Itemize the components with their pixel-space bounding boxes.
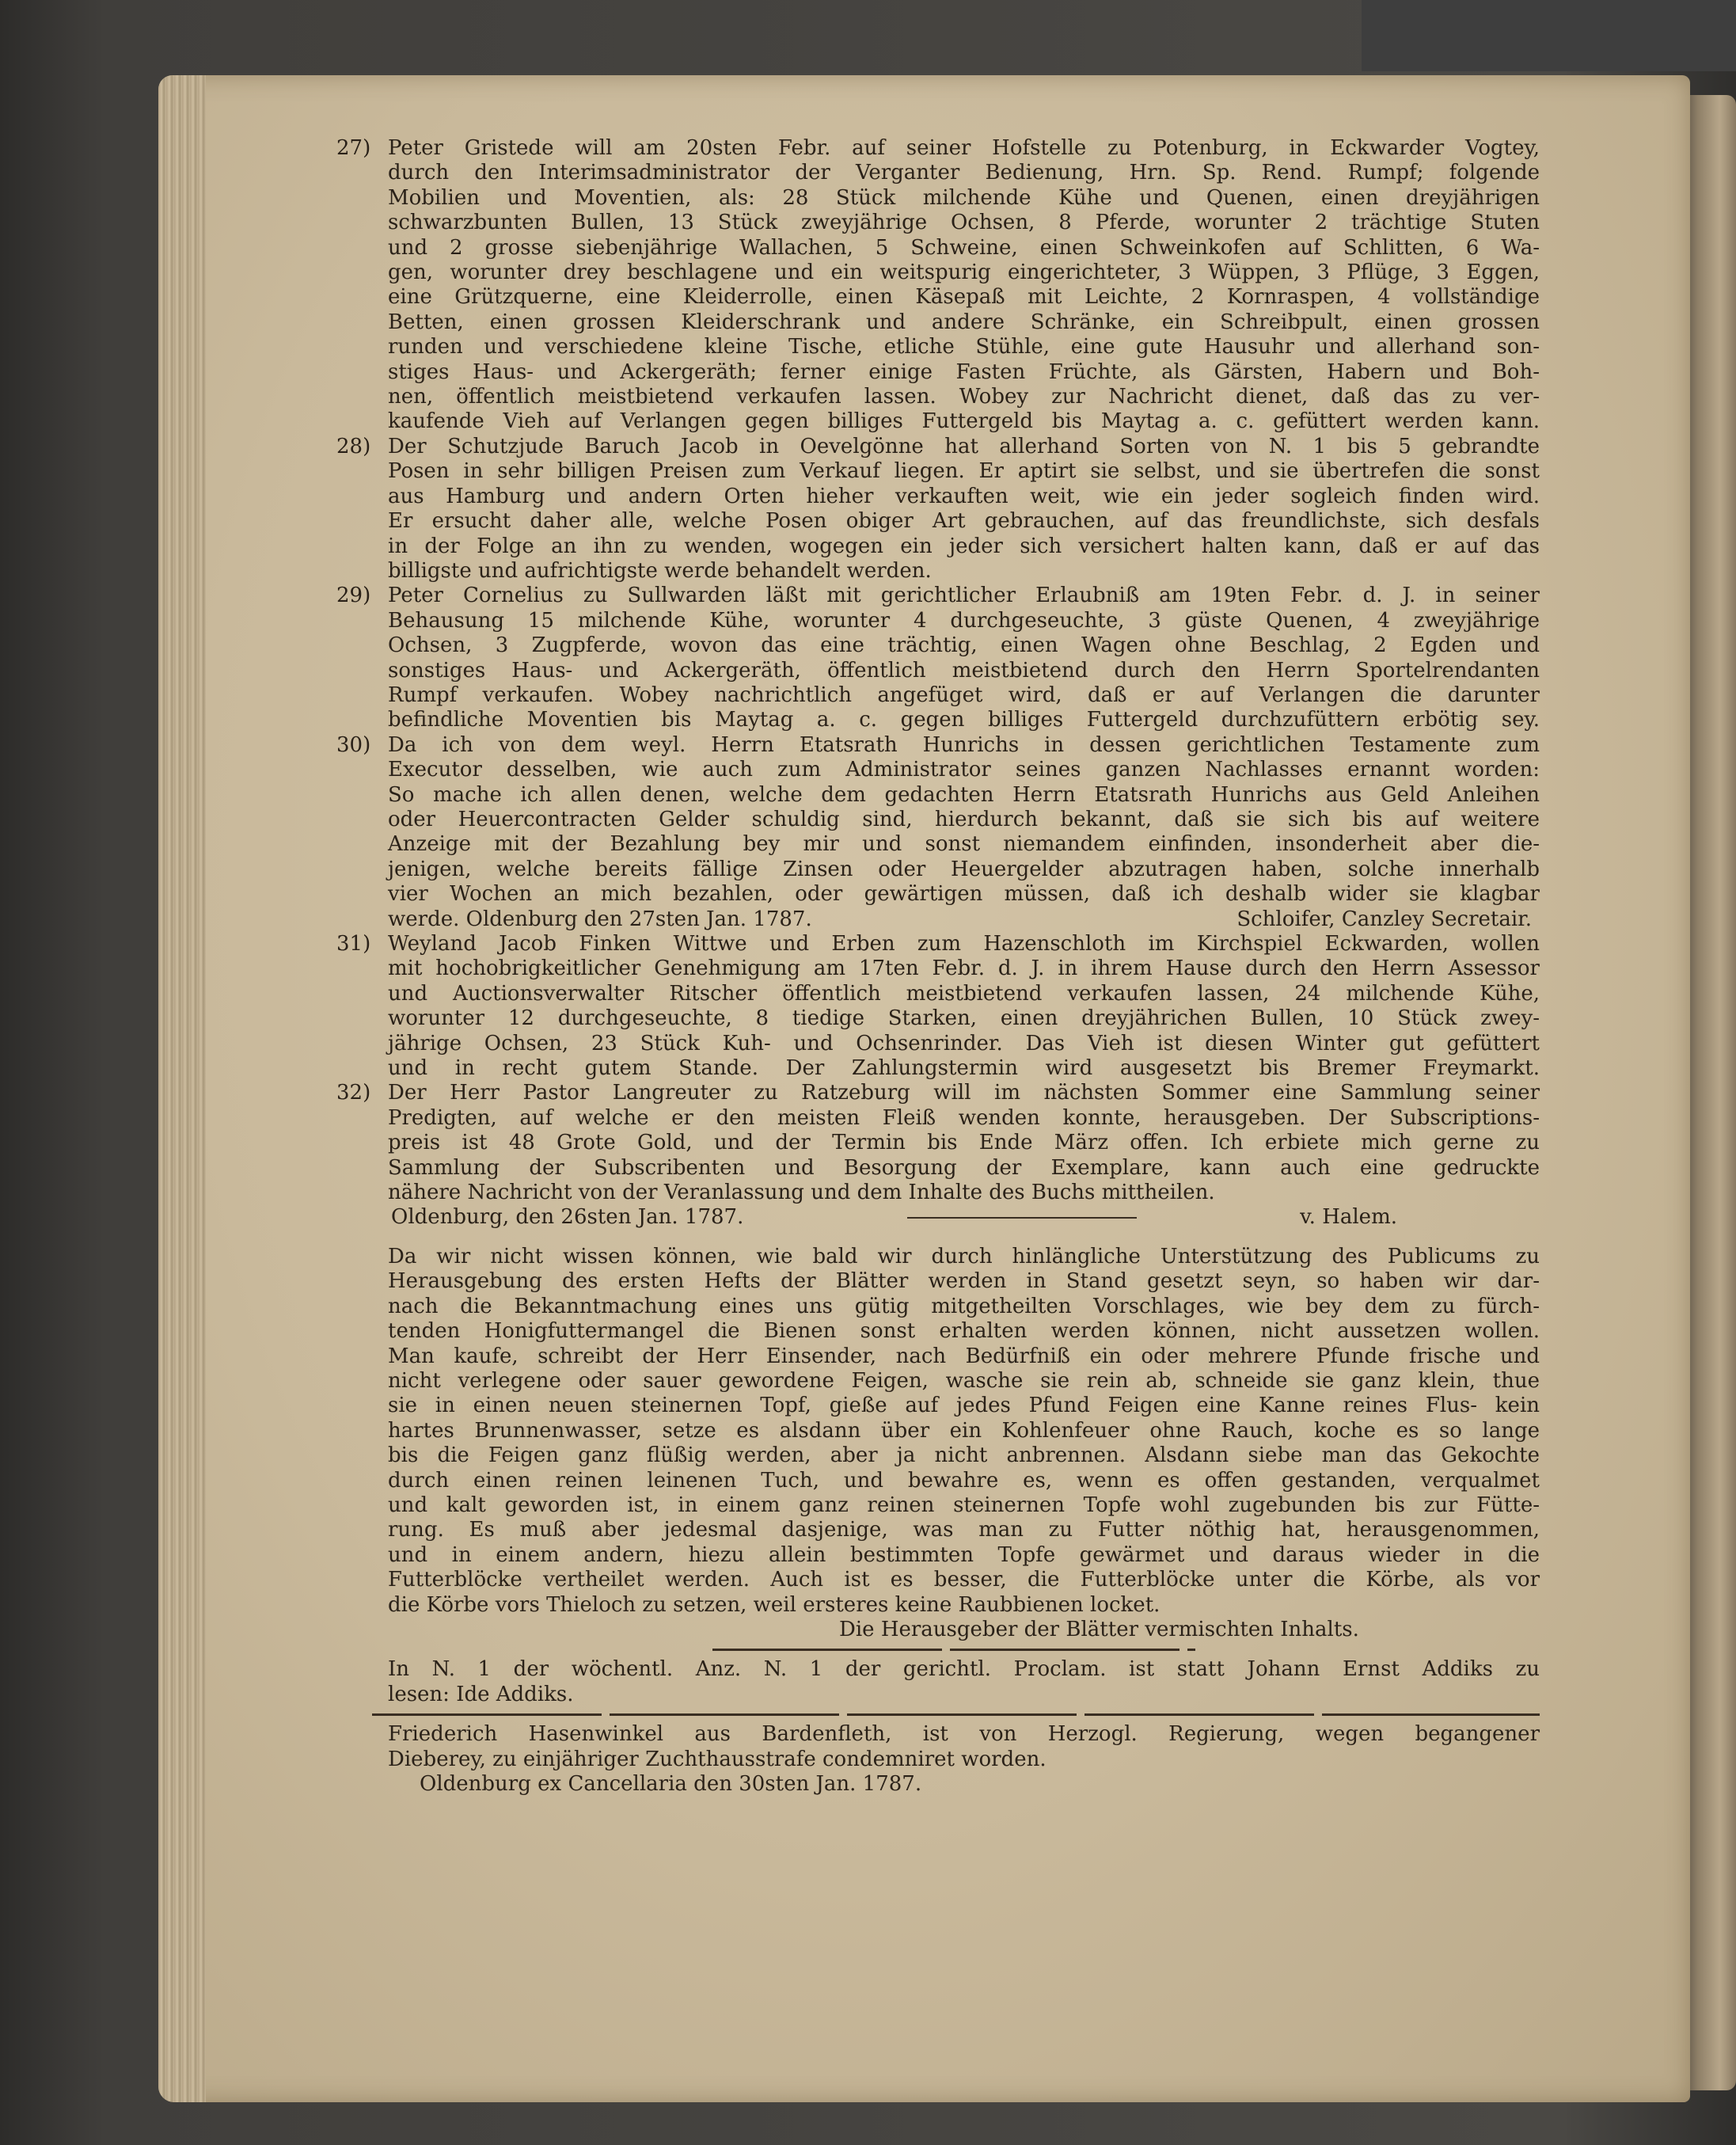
text-line: und 2 grosse siebenjährige Wallachen, 5 Schweine, einen Schweinkofen auf Schlitten, 6 Wa- xyxy=(388,235,1540,260)
entry-body xyxy=(388,733,1540,932)
text-line: jährige Ochsen, 23 Stück Kuh- und Ochsenrinder. Das Vieh ist diesen Winter gut gefüttert xyxy=(388,1031,1540,1055)
entry-number: 31) xyxy=(336,932,371,956)
signature: Schloifer, Canzley Secretair. xyxy=(1236,907,1532,931)
signature-row xyxy=(388,907,1540,932)
text-line: Predigten, auf welche er den meisten Fleiß wenden konnte, herausgeben. Der Subscriptions- xyxy=(388,1105,1540,1130)
text-line: jenigen, welche bereits fällige Zinsen oder Heuergelder abzutragen haben, solche innerhalb xyxy=(388,857,1540,881)
text-line: So mache ich allen denen, welche dem gedachten Herrn Etatsrath Hunrichs aus Geld Anleihen xyxy=(388,782,1540,807)
page-stack-edges xyxy=(158,75,206,2102)
text-line: vier Wochen an mich bezahlen, oder gewärtigen müssen, daß ich deshalb wider sie klagbar xyxy=(388,882,1540,907)
text-line: stiges Haus- und Ackergeräth; ferner einige Fasten Früchte, als Gärsten, Habern und Boh- xyxy=(388,359,1540,384)
text-line: preis ist 48 Grote Gold, und der Termin bis Ende März offen. Ich erbiete mich gerne zu xyxy=(388,1131,1540,1155)
text-line: In N. 1 der wöchentl. Anz. N. 1 der gerichtl. Proclam. ist statt Johann Ernst Addiks zu xyxy=(388,1657,1540,1682)
text-line: bis die Feigen ganz flüßig werden, aber ja nicht anbrennen. Alsdann siebe man das Gekochte xyxy=(388,1443,1540,1468)
text-line: und Auctionsverwalter Ritscher öffentlich meistbietend verkaufen lassen, 24 milchende Kühe, xyxy=(388,981,1540,1006)
entry-27 xyxy=(336,136,1540,435)
entry-body xyxy=(388,435,1540,584)
entry-32 xyxy=(336,1081,1540,1230)
text-line: Friederich Hasenwinkel aus Bardenfleth, ist von Herzogl. Regierung, wegen begangener xyxy=(388,1722,1540,1747)
text-line: Man kaufe, schreibt der Herr Einsender, nach Bedürfniß ein oder mehrere Pfunde frische und xyxy=(388,1344,1540,1368)
entry-number: 29) xyxy=(336,584,371,608)
text-line: Da wir nicht wissen können, wie bald wir durch hinlängliche Unterstützung des Publicums zu xyxy=(388,1244,1540,1268)
dateline: werde. Oldenburg den 27sten Jan. 1787. xyxy=(388,907,812,931)
text-line: Betten, einen grossen Kleiderschrank und andere Schränke, ein Schreibpult, einen grossen xyxy=(388,310,1540,334)
text-line: hartes Brunnenwasser, setze es alsdann über ein Kohlenfeuer ohne Rauch, koche es so lange xyxy=(388,1418,1540,1443)
separator xyxy=(388,1649,1540,1651)
text-line: nicht verlegene oder sauer gewordene Feigen, wasche sie rein ab, schneide sie ganz klein, thue xyxy=(388,1368,1540,1393)
text-line: gen, worunter drey beschlagene und ein weitspurig eingerichteter, 3 Wüppen, 3 Pflüge, 3 Eggen, xyxy=(388,261,1540,285)
text-line: sie in einen neuen steinernen Topf, gieße auf jedes Pfund Feigen eine Kanne reines Flus- kein xyxy=(388,1394,1540,1418)
verdict-notice xyxy=(388,1722,1540,1797)
text-line: und in recht gutem Stande. Der Zahlungstermin wird ausgesetzt bis Bremer Freymarkt. xyxy=(388,1056,1540,1081)
entry-body xyxy=(388,1081,1540,1230)
text-line: Peter Gristede will am 20sten Febr. auf seiner Hofstelle zu Potenburg, in Eckwarder Vogtey, xyxy=(388,136,1540,160)
text-line: Da ich von dem weyl. Herrn Etatsrath Hunrichs in dessen gerichtlichen Testamente zum xyxy=(388,732,1540,757)
text-line: mit hochobrigkeitlicher Genehmigung am 17ten Febr. d. J. in ihrem Hause durch den Herrn Assessor xyxy=(388,957,1540,981)
text-line: aus Hamburg und andern Orten hieher verkauften weit, wie ein jeder sogleich finden wird. xyxy=(388,484,1540,508)
text-line: Mobilien und Moventien, als: 28 Stück milchende Kühe und Quenen, einen dreyjährigen xyxy=(388,185,1540,210)
text-line: schwarzbunten Bullen, 13 Stück zweyjährige Ochsen, 8 Pferde, worunter 2 trächtige Stuten xyxy=(388,211,1540,235)
book-gutter xyxy=(1682,95,1736,2090)
text-line: rung. Es muß aber jedesmal dasjenige, was man zu Futter nöthig hat, herausgenommen, xyxy=(388,1518,1540,1542)
text-line: in der Folge an ihn zu wenden, wogegen ein jeder sich versichert halten kann, daß er auf das xyxy=(388,534,1540,558)
entry-31 xyxy=(336,932,1540,1081)
dashed-rule xyxy=(372,1713,1540,1716)
text-line: Dieberey, zu einjähriger Zuchthausstrafe condemniret worden. xyxy=(388,1747,1047,1771)
entry-body xyxy=(388,584,1540,732)
text-line: und in einem andern, hiezu allein bestimmten Topfe gewärmet und daraus wieder in die xyxy=(388,1542,1540,1567)
text-line: durch den Interimsadministrator der Verganter Bedienung, Hrn. Sp. Rend. Rumpf; folgende xyxy=(388,161,1540,185)
text-line: Der Herr Pastor Langreuter zu Ratzeburg will im nächsten Sommer eine Sammlung seiner xyxy=(388,1081,1540,1105)
entry-29 xyxy=(336,584,1540,732)
entry-body xyxy=(388,136,1540,435)
text-line: befindliche Moventien bis Maytag a. c. gegen billiges Futtergeld durchzufüttern erbötig sey. xyxy=(388,708,1540,732)
scan-corner xyxy=(1362,0,1736,71)
entry-body xyxy=(388,932,1540,1081)
dateline: Oldenburg, den 26sten Jan. 1787. xyxy=(391,1205,744,1230)
text-line: Behausung 15 milchende Kühe, worunter 4 durchgeseuchte, 3 güste Quenen, 4 zweyjährige xyxy=(388,608,1540,633)
text-line: billigste und aufrichtigste werde behandelt werden. xyxy=(388,558,932,583)
text-line: tenden Honigfuttermangel die Bienen sonst erhalten werden können, nicht aussetzen wollen. xyxy=(388,1319,1540,1344)
text-line: die Körbe vors Thieloch zu setzen, weil ersteres keine Raubbienen locket. xyxy=(388,1592,1160,1617)
signature: v. Halem. xyxy=(1300,1205,1397,1230)
text-line: Executor desselben, wie auch zum Administrator seines ganzen Nachlasses ernannt worden: xyxy=(388,758,1540,782)
text-line: nach die Bekanntmachung eines uns gütig mitgetheilten Vorschlages, wie bey dem zu fürch- xyxy=(388,1294,1540,1318)
article-signature: Die Herausgeber der Blätter vermischten Inhalts. xyxy=(839,1617,1359,1641)
text-line: Ochsen, 3 Zugpferde, wovon das eine trächtig, einen Wagen ohne Beschlag, 2 Egden und xyxy=(388,633,1540,658)
text-line: durch einen reinen leinenen Tuch, und bewahre es, wenn es offen gestanden, verqualmet xyxy=(388,1468,1540,1493)
entry-number: 27) xyxy=(336,136,371,160)
text-line: nen, öffentlich meistbietend verkaufen lassen. Wobey zur Nachricht dienet, daß das zu ver- xyxy=(388,385,1540,409)
text-line: worunter 12 durchgeseuchte, 8 tiedige Starken, einen dreyjährichen Bullen, 10 Stück zwey- xyxy=(388,1006,1540,1031)
dateline: Oldenburg ex Cancellaria den 30sten Jan. 1787. xyxy=(420,1772,922,1796)
text-line: Posen in sehr billigen Preisen zum Verkauf liegen. Er aptirt sie selbst, und sie übertrefen die sonst xyxy=(388,459,1540,484)
dashed-rule xyxy=(712,1649,1195,1651)
entry-number: 28) xyxy=(336,434,371,458)
text-line: Peter Cornelius zu Sullwarden läßt mit gerichtlicher Erlaubniß am 19ten Febr. d. J. in seiner xyxy=(388,584,1540,608)
short-rule xyxy=(907,1217,1137,1219)
text-line: runden und verschiedene kleine Tische, etliche Stühle, eine gute Hausuhr und allerhand son- xyxy=(388,335,1540,359)
bee-feeding-article xyxy=(388,1245,1540,1643)
text-line: kaufende Vieh auf Verlangen gegen billiges Futtergeld bis Maytag a. c. gefüttert werden kann. xyxy=(388,409,1540,434)
correction-notice xyxy=(388,1657,1540,1707)
text-line: Herausgebung des ersten Hefts der Blätter werden in Stand gesetzt seyn, so haben wir dar- xyxy=(388,1269,1540,1294)
text-line: Sammlung der Subscribenten und Besorgung der Exemplare, kann auch eine gedruckte xyxy=(388,1155,1540,1180)
text-line: Futterblöcke vertheilet werden. Auch ist es besser, die Futterblöcke unter die Körbe, als vor xyxy=(388,1568,1540,1592)
page-text xyxy=(336,136,1540,1797)
text-line: eine Grützquerne, eine Kleiderrolle, einen Käsepaß mit Leichte, 2 Kornraspen, 4 vollständige xyxy=(388,285,1540,310)
signature-row xyxy=(388,1205,1540,1230)
text-line: sonstiges Haus- und Ackergeräth, öffentlich meistbietend durch den Herrn Sportelrendanten xyxy=(388,658,1540,683)
text-line: nähere Nachricht von der Veranlassung und dem Inhalte des Buchs mittheilen. xyxy=(388,1181,1215,1205)
text-line: Rumpf verkaufen. Wobey nachrichtlich angefüget wird, daß er auf Verlangen die darunter xyxy=(388,683,1540,707)
text-line: lesen: Ide Addiks. xyxy=(388,1682,574,1706)
text-line: Weyland Jacob Finken Wittwe und Erben zum Hazenschloth im Kirchspiel Eckwarden, wollen xyxy=(388,932,1540,956)
text-line: oder Heuercontracten Gelder schuldig sind, hierdurch bekannt, daß sie sich bis auf weitere xyxy=(388,807,1540,831)
text-line: Anzeige mit der Bezahlung bey mir und sonst niemandem einfinden, insonderheit aber die- xyxy=(388,832,1540,857)
entry-28 xyxy=(336,434,1540,584)
entry-number: 32) xyxy=(336,1081,371,1105)
text-line: Der Schutzjude Baruch Jacob in Oevelgönne hat allerhand Sorten von N. 1 bis 5 gebrandte xyxy=(388,434,1540,458)
entry-number: 30) xyxy=(336,732,371,757)
text-line: Er ersucht daher alle, welche Posen obiger Art gebrauchen, auf das freundlichste, sich desfals xyxy=(388,509,1540,534)
text-line: und kalt geworden ist, in einem ganz reinen steinernen Topfe wohl zugebunden bis zur Fütte- xyxy=(388,1493,1540,1517)
entry-30 xyxy=(336,732,1540,932)
separator xyxy=(372,1713,1540,1716)
